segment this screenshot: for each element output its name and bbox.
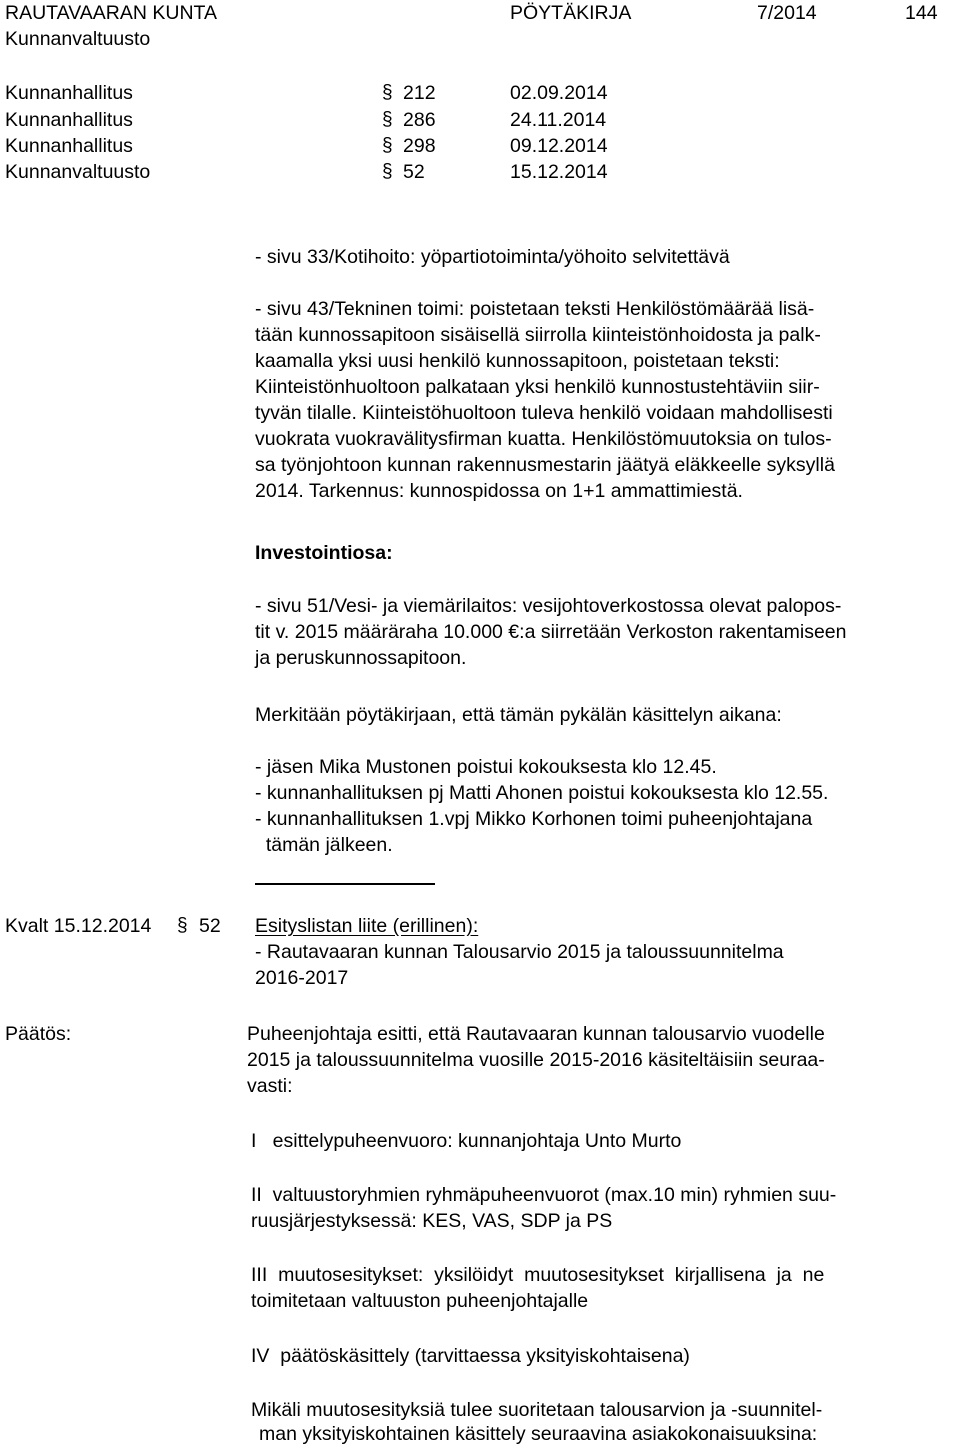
investment-heading: Investointiosa: [255,542,393,564]
history-body: Kunnanvaltuusto [5,161,151,183]
attachment-line: 2016-2017 [255,967,349,989]
paragraph-line: 2014. Tarkennus: kunnospidossa on 1+1 ammattimiestä. [255,480,743,502]
kvalt-label: Kvalt 15.12.2014 [5,915,152,937]
paragraph-line: tään kunnossapitoon sisäisellä siirrolla kiinteistönhoidosta ja palk- [255,324,821,346]
history-body: Kunnanhallitus [5,82,133,104]
paragraph-line: Merkitään pöytäkirjaan, että tämän pykälän käsittelyn aikana: [255,704,782,726]
section-sign-icon: § [382,135,392,156]
history-number: 286 [403,109,436,131]
history-date: 15.12.2014 [510,161,608,183]
history-number: 212 [403,82,436,104]
paragraph-line: - sivu 51/Vesi- ja viemärilaitos: vesijohtoverkostossa olevat palopos- [255,595,842,617]
decision-closing-line: Mikäli muutosesityksiä tulee suoritetaan talousarvion ja -suunnitel- [251,1399,823,1421]
decision-item-3-cont: toimitetaan valtuuston puheenjohtajalle [251,1290,589,1312]
paragraph-line: kaamalla yksi uusi henkilö kunnossapitoon, poistetaan teksti: [255,350,780,372]
decision-line: Puheenjohtaja esitti, että Rautavaaran kunnan talousarvio vuodelle [247,1023,825,1045]
header-doc-type: PÖYTÄKIRJA [510,2,632,24]
history-number: 52 [403,161,425,183]
header-body: Kunnanvaltuusto [5,28,151,50]
section-sign-icon: § [382,161,392,182]
section-sign-icon: § [382,109,392,130]
attachment-heading: Esityslistan liite (erillinen): [255,915,479,937]
paragraph-line: tämän jälkeen. [255,834,393,856]
paragraph-line: Kiinteistönhuoltoon palkataan yksi henkilö kunnostustehtäviin siir- [255,376,820,398]
decision-closing-line: man yksityiskohtainen käsittely seuraavina asiakokonaisuuksina: [259,1423,818,1445]
header-issue: 7/2014 [757,2,817,24]
kvalt-number: 52 [199,915,221,937]
paragraph-line: tyvän tilalle. Kiinteistöhuoltoon tuleva henkilö voidaan mahdollisesti [255,402,833,424]
separator-rule [255,883,435,885]
paragraph-line: - sivu 43/Tekninen toimi: poistetaan teksti Henkilöstömäärää lisä- [255,298,815,320]
section-sign-icon: § [177,915,187,936]
attachment-line: - Rautavaaran kunnan Talousarvio 2015 ja taloussuunnitelma [255,941,784,963]
paragraph-line: - jäsen Mika Mustonen poistui kokouksesta klo 12.45. [255,756,717,778]
header-page-number: 144 [905,2,938,24]
decision-item-1: I esittelypuheenvuoro: kunnanjohtaja Unto Murto [251,1130,682,1152]
paragraph-line: - sivu 33/Kotihoito: yöpartiotoiminta/yöhoito selvitettävä [255,246,730,268]
section-sign-icon: § [382,82,392,103]
header-org: RAUTAVAARAN KUNTA [5,2,217,24]
paragraph-line: vuokrata vuokravälitysfirman kuatta. Henkilöstömuutoksia on tulos- [255,428,832,450]
paragraph-line: sa työnjohtoon kunnan rakennusmestarin jäätyä eläkkeelle syksyllä [255,454,835,476]
history-date: 24.11.2014 [510,109,607,131]
history-number: 298 [403,135,436,157]
decision-line: vasti: [247,1075,293,1097]
paragraph-line: - kunnanhallituksen pj Matti Ahonen poistui kokouksesta klo 12.55. [255,782,829,804]
decision-item-2: II valtuustoryhmien ryhmäpuheenvuorot (max.10 min) ryhmien suu- [251,1184,837,1206]
decision-label: Päätös: [5,1023,72,1045]
paragraph-line: ja peruskunnossapitoon. [255,647,467,669]
history-body: Kunnanhallitus [5,109,133,131]
history-body: Kunnanhallitus [5,135,133,157]
paragraph-line: tit v. 2015 määräraha 10.000 €:a siirretään Verkoston rakentamiseen [255,621,847,643]
paragraph-line: - kunnanhallituksen 1.vpj Mikko Korhonen toimi puheenjohtajana [255,808,813,830]
history-date: 09.12.2014 [510,135,608,157]
decision-item-2-cont: ruusjärjestyksessä: KES, VAS, SDP ja PS [251,1210,613,1232]
decision-item-4: IV päätöskäsittely (tarvittaessa yksityiskohtaisena) [251,1345,690,1367]
history-date: 02.09.2014 [510,82,608,104]
decision-line: 2015 ja taloussuunnitelma vuosille 2015-2016 käsiteltäisiin seuraa- [247,1049,825,1071]
decision-item-3: III muutosesitykset: yksilöidyt muutosesitykset kirjallisena ja ne [251,1264,825,1286]
